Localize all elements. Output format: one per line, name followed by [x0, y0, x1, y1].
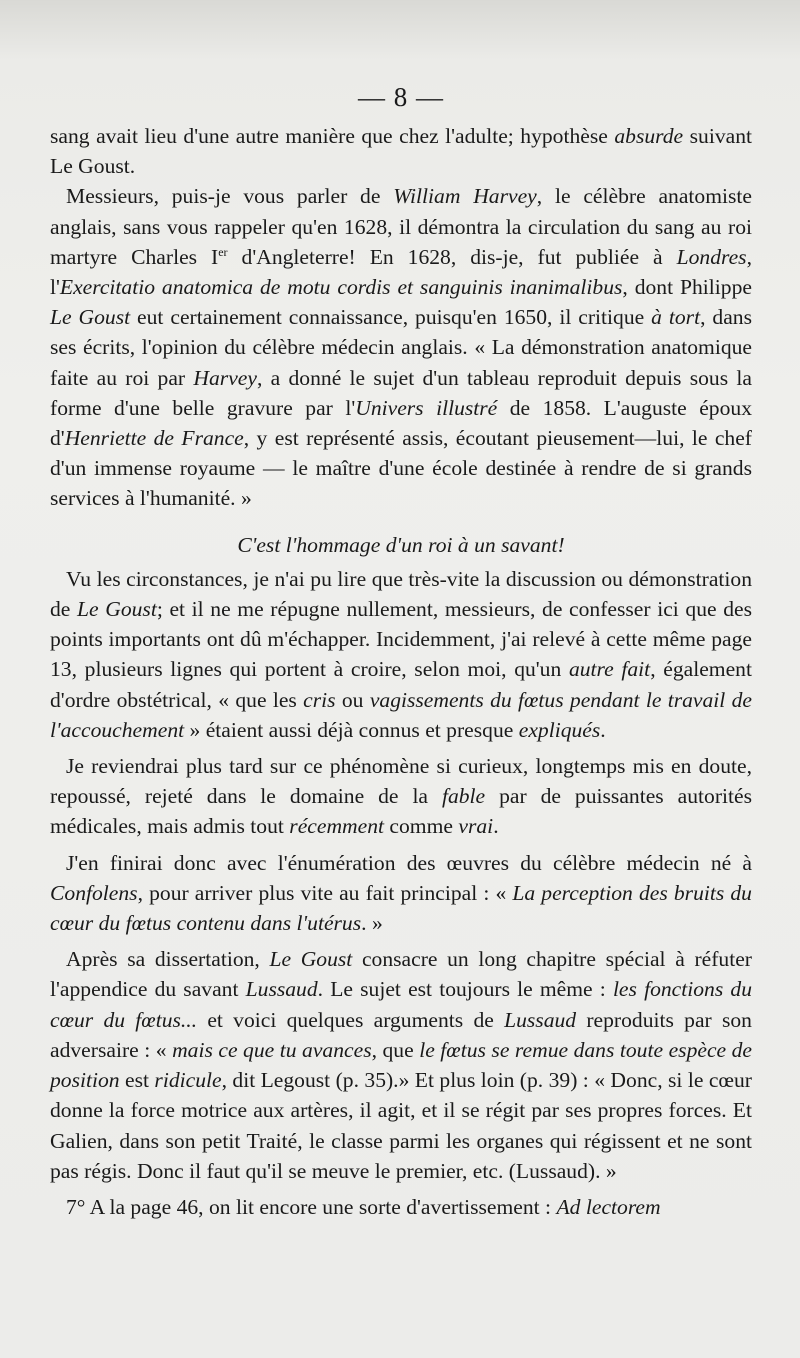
paragraph-7: Après sa dissertation, Le Goust consacre un long chapitre spécial à réfuter l'appendice du savant Lussaud. Le sujet est toujours le même : les fonctions du cœur du fœtus... et voici quelques arguments de Lussaud reproduits par son adversaire : « mais ce que tu avances, que le fœtus se remue dans toute espèce de position est ridicule, dit Legoust (p. 35).» Et plus loin (p. 39) : « Donc, si le cœur donne la force motrice aux artères, il agit, et il se régit par ses propres forces. Et Galien, dans son petit Traité, le classe parmi les organes qui régissent et ne sont pas régis. Donc il faut qu'il se meuve le premier, etc. (Lussaud). » — [50, 947, 753, 1183]
paragraph-6: J'en finirai donc avec l'énumération des œuvres du célèbre médecin né à Confolens, pour arriver plus vite au fait principal : « La perception des bruits du cœur du fœtus contenu dans l'utérus. » — [50, 850, 752, 936]
paragraph-5: Je reviendrai plus tard sur ce phénomène si curieux, longtemps mis en doute, repoussé, rejeté dans le domaine de la fable par de puissantes autorités médicales, mais admis tout récemment comme vrai. — [50, 754, 752, 839]
page-number: — 8 — — [358, 82, 444, 112]
centered-quote: C'est l'hommage d'un roi à un savant! — [237, 532, 565, 557]
body-text — [50, 121, 752, 1222]
paragraph-1: sang avait lieu d'une autre manière que chez l'adulte; hypothèse absurde suivant Le Goust. — [50, 124, 752, 179]
paragraph-2: Messieurs, puis-je vous parler de William Harvey, le célèbre anatomiste anglais, sans vous rappeler qu'en 1628, il démontra la circulation du sang au roi martyre Charles Ier d'Angleterre! En 1628, dis-je, fut publiée à Londres, l'Exercitatio anatomica de motu cordis et sanguinis inanimalibus, dont Philippe Le Goust eut certainement connaissance, puisqu'en 1650, il critique à tort, dans ses écrits, l'opinion du célèbre médecin anglais. « La démonstration anatomique faite au roi par Harvey, a donné le sujet d'un tableau reproduit depuis sous la forme d'une belle gravure par l'Univers illustré de 1858. L'auguste époux d'Henriette de France, y est représenté assis, écoutant pieusement—lui, le chef d'un immense royaume — le maître d'une école destinée à rendre de si grands services à l'humanité. » — [50, 184, 752, 511]
paragraph-4: Vu les circonstances, je n'ai pu lire que très-vite la discussion ou démonstration de Le Goust; et il ne me répugne nullement, messieurs, de confesser ici que des points importants ont dû m'échapper. Incidemment, j'ai relevé à cette même page 13, plusieurs lignes qui portent à croire, selon moi, qu'un autre fait, également d'ordre obstétrical, « que les cris ou vagissements du fœtus pendant le travail de l'accouchement » étaient aussi déjà connus et presque expliqués. — [50, 566, 753, 742]
paragraph-8: 7° A la page 46, on lit encore une sorte d'avertissement : Ad lectorem — [66, 1194, 661, 1219]
